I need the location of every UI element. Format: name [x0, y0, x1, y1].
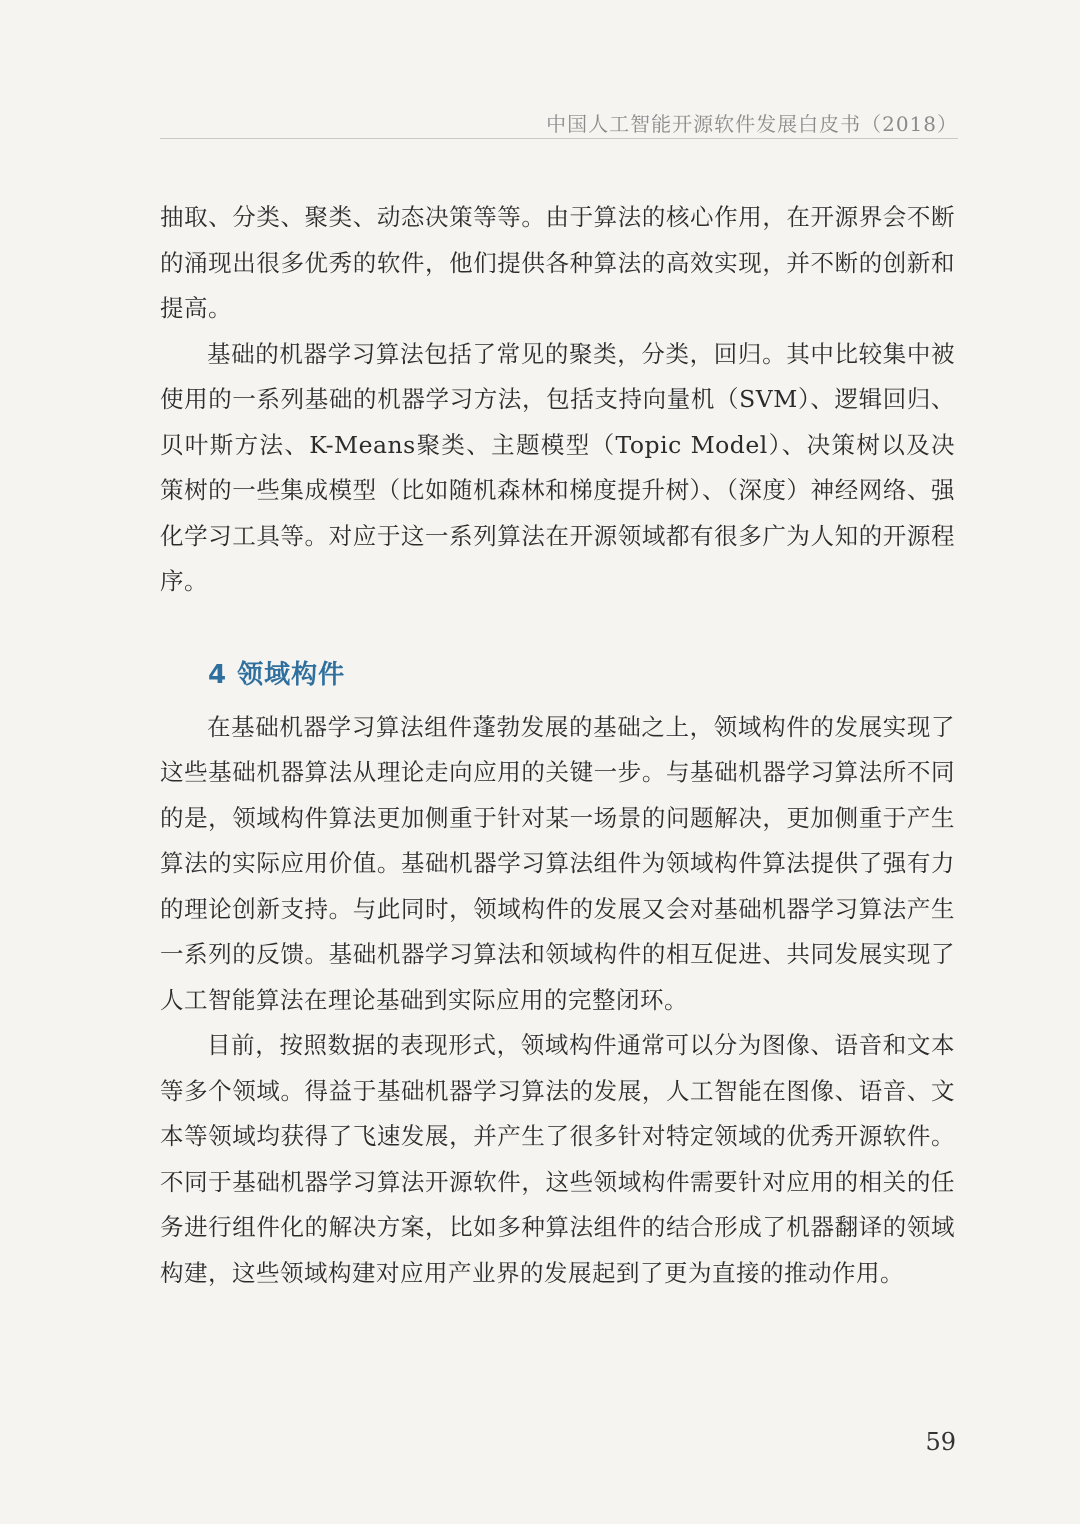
paragraph-domain-types: 目前，按照数据的表现形式，领域构件通常可以分为图像、语音和文本等多个领域。得益于基础机器学习算法的发展，人工智能在图像、语音、文本等领域均获得了飞速发展，并产生了很多针对特定领域的优秀开源软件。不同于基础机器学习算法开源软件，这些领域构件需要针对应用的相关的任务进行组件化的解决方案，比如多种算法组件的结合形成了机器翻译的领域构建，这些领域构建对应用产业界的发展起到了更为直接的推动作用。 [160, 1031, 955, 1287]
paragraph-domain-components: 在基础机器学习算法组件蓬勃发展的基础之上，领域构件的发展实现了这些基础机器算法从理论走向应用的关键一步。与基础机器学习算法所不同的是，领域构件算法更加侧重于针对某一场景的问题解决，更加侧重于产生算法的实际应用价值。基础机器学习算法组件为领域构件算法提供了强有力的理论创新支持。与此同时，领域构件的发展又会对基础机器学习算法产生一系列的反馈。基础机器学习算法和领域构件的相互促进、共同发展实现了人工智能算法在理论基础到实际应用的完整闭环。 [160, 712, 955, 1014]
section-heading: 4 领域构件 [208, 659, 346, 690]
paragraph-ml-algorithms: 基础的机器学习算法包括了常见的聚类，分类，回归。其中比较集中被使用的一系列基础的机器学习方法，包括支持向量机（SVM）、逻辑回归、贝叶斯方法、K-Means聚类、主题模型（Topic Model）、决策树以及决策树的一些集成模型（比如随机森林和梯度提升树）、（深度）神经网络、强化学习工具等。对应于这一系列算法在开源领域都有很多广为人知的开源程序。 [160, 339, 955, 595]
page-number: 59 [925, 1428, 956, 1456]
header-divider [160, 138, 958, 139]
paragraph-continuation: 抽取、分类、聚类、动态决策等等。由于算法的核心作用，在开源界会不断的涌现出很多优秀的软件，他们提供各种算法的高效实现，并不断的创新和提高。 [160, 203, 955, 322]
page-body [160, 195, 955, 1296]
running-header: 中国人工智能开源软件发展白皮书（2018） [546, 112, 958, 136]
